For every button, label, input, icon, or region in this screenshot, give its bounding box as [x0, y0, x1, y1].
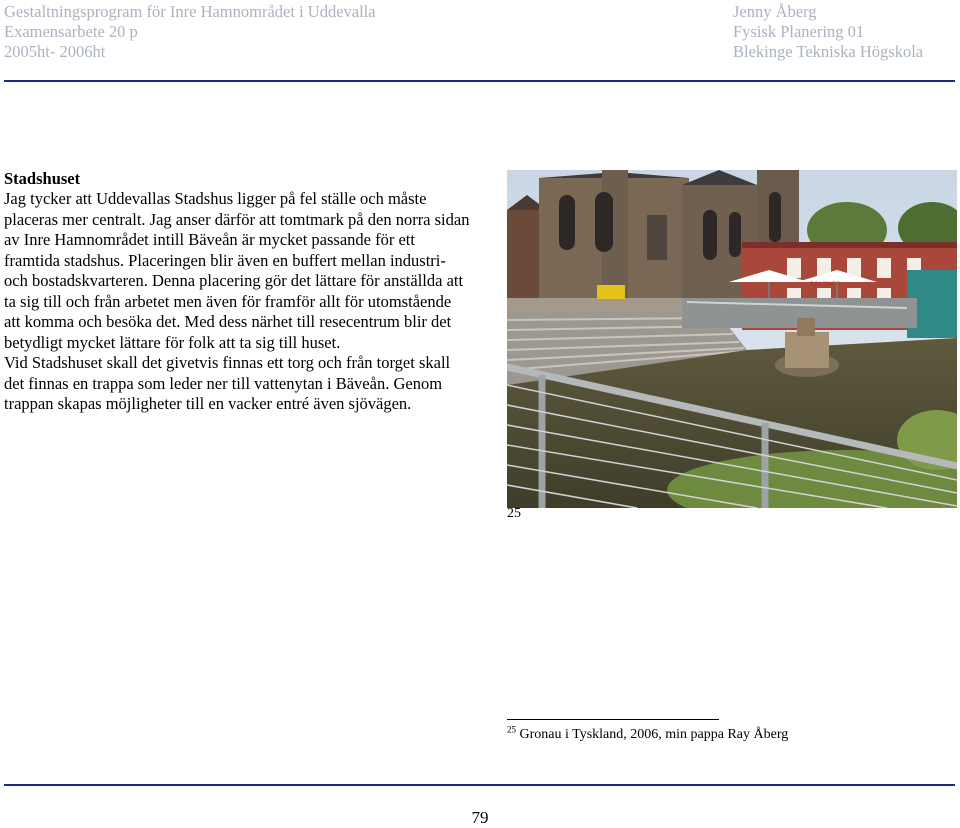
section-title: Stadshuset	[4, 169, 81, 188]
body-text	[4, 189, 470, 415]
photo-town-hall-waterfront	[507, 170, 957, 508]
figure-number: 25	[507, 506, 521, 521]
header-divider	[4, 80, 955, 82]
footnote-divider	[507, 719, 719, 720]
header-term: 2005ht- 2006ht	[4, 42, 106, 61]
header-program: Fysisk Planering 01	[733, 22, 865, 41]
header-author: Jenny Åberg	[733, 2, 817, 21]
header-school: Blekinge Tekniska Högskola	[733, 42, 924, 61]
header-right	[733, 2, 923, 62]
footnote	[507, 724, 789, 743]
footnote-text: Gronau i Tyskland, 2006, min pappa Ray Åberg	[519, 727, 789, 742]
body-paragraph: Jag tycker att Uddevallas Stadshus ligger på fel ställe och måste placeras mer centralt. Jag anser därför att tomtmark på den norra sidan av Inre Hamnområdet intill Bäveån är mycket passande för ett framtida stadshus. Placeringen blir även en buffert mellan industri- och bostadskvarteren. Denna placering gör det lättare för anställda att ta sig till och från arbetet men även för framför allt för utomstående att komma och besöka det. Med dess närhet till resecentrum blir det betydligt mycket lättare för folk att ta sig till huset.	[4, 189, 470, 352]
header-left	[4, 2, 376, 62]
body-paragraph: Vid Stadshuset skall det givetvis finnas ett torg och från torget skall det finnas en trappa som leder ner till vattenytan i Bäveån. Genom trappan skapas möjligheter till en vacker entré även sjövägen.	[4, 353, 451, 413]
umbrella-lettering: BOLONGO	[810, 281, 841, 288]
footnote-number: 25	[507, 724, 516, 735]
header-course: Examensarbete 20 p	[4, 22, 138, 41]
page-number: 79	[471, 808, 489, 827]
header-title: Gestaltningsprogram för Inre Hamnområdet i Uddevalla	[4, 2, 376, 21]
footer-divider	[4, 784, 955, 786]
